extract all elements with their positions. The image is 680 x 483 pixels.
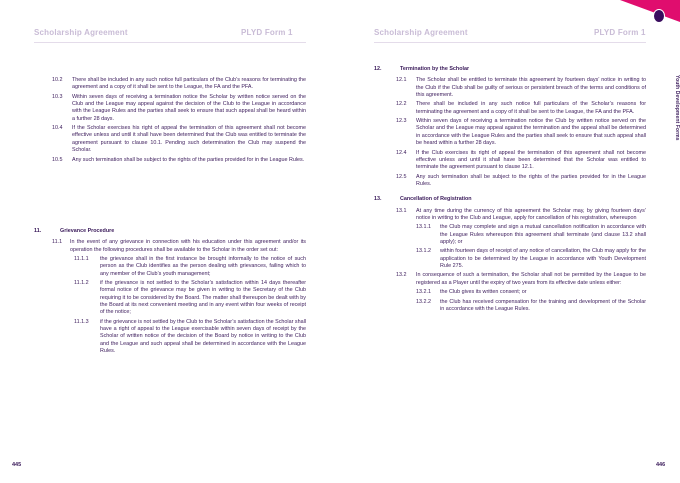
clause-number: 12.5 bbox=[396, 173, 407, 180]
clause-number: 10.5 bbox=[52, 156, 63, 163]
clause-12-4 bbox=[396, 150, 646, 172]
clause-text: Within seven days of receiving a termination notice the Scholar by written notice served on the Club and the League may appeal against the decision of the Club to the League in accordance with the League Rules and the parties shall seek to ensure that such appeal shall be heard within a further 28 days. bbox=[72, 93, 306, 122]
left-header-form: PLYD Form 1 bbox=[241, 28, 293, 37]
clause-number: 12.3 bbox=[396, 118, 407, 125]
left-page-number: 445 bbox=[12, 462, 22, 468]
subclause-text: the Club gives its written consent; or bbox=[440, 289, 527, 296]
clause-11-1-3 bbox=[74, 319, 306, 355]
section-title: Cancellation of Registration bbox=[400, 196, 472, 203]
clause-text: Any such termination shall be subject to the rights of the parties provided for in the League Rules. bbox=[72, 156, 305, 163]
subclause-number: 13.1.2 bbox=[416, 248, 431, 255]
subclause-number: 13.2.2 bbox=[416, 298, 431, 305]
subclause-text: if the grievance is not settled by the Club to the Scholar’s satisfaction the Scholar shall have a right of appeal to the League exercisable within seven days of receipt by the Scholar of written notice of the decision of the Board by notice in writing to the Club and the League and such appeal shall be determined in accordance with the League Rules. bbox=[100, 318, 306, 355]
clause-text: If the Scholar exercises his right of appeal the termination of this agreement shall not become effective unless and until it shall have been determined that the Club was entitled to terminate the agreement pursuant to clause 10.1. Pending such determination the Club may suspend the Scholar. bbox=[72, 125, 306, 154]
subclause-text: the Club may complete and sign a mutual cancellation notification in accordance with the League Rules whereupon this agreement shall terminate (and clause 13.2 shall apply); or bbox=[440, 224, 646, 245]
section-number: 11. bbox=[34, 228, 42, 234]
section-12-heading bbox=[374, 66, 646, 73]
section-11-heading bbox=[34, 228, 306, 235]
left-clauses-10 bbox=[52, 77, 306, 166]
clause-12-3 bbox=[396, 118, 646, 147]
clause-13-1-1 bbox=[416, 224, 646, 246]
clause-11-1-subclauses bbox=[74, 256, 306, 355]
clause-text: Any such termination shall be subject to the rights of the parties provided for in the League Rules. bbox=[416, 173, 646, 187]
clause-number: 10.3 bbox=[52, 93, 63, 100]
clause-number: 10.4 bbox=[52, 125, 63, 132]
clause-10-5 bbox=[52, 157, 306, 164]
clause-13-2-subclauses bbox=[416, 289, 646, 313]
section-13-heading bbox=[374, 196, 646, 203]
clause-number: 13.1 bbox=[396, 207, 407, 214]
clause-11-1-1 bbox=[74, 256, 306, 278]
clause-number: 12.2 bbox=[396, 101, 407, 108]
clause-text: In consequence of such a termination, the Scholar shall not be permitted by the League to be registered as a Player until the expiry of two years from its effective date unless either: bbox=[416, 272, 646, 286]
subclause-number: 13.1.1 bbox=[416, 224, 431, 231]
subclause-number: 11.1.3 bbox=[74, 318, 89, 325]
clause-11-1-2 bbox=[74, 280, 306, 316]
clause-number: 10.2 bbox=[52, 77, 63, 83]
clause-12-1 bbox=[396, 77, 646, 99]
section-title: Grievance Procedure bbox=[60, 228, 115, 234]
clause-10-3 bbox=[52, 94, 306, 123]
subclause-text: if the grievance is not settled to the Scholar’s satisfaction within 14 days thereafter formal notice of the grievance may be given in writing to the Secretary of the Club requiring it to be considered by the Board. The matter shall thereupon be dealt with by the Board at its next convenient meeting and in any event within four weeks of receipt of the notice; bbox=[100, 280, 306, 316]
clause-13-1-2 bbox=[416, 248, 646, 270]
subclause-text: the grievance shall in the first instance be brought informally to the notice of such person as the Club identifies as the person dealing with grievances, failing which to any member of the Club’s youth management; bbox=[100, 256, 306, 277]
subclause-number: 11.1.1 bbox=[74, 256, 89, 263]
clause-number: 13.2 bbox=[396, 272, 407, 279]
clause-text: At any time during the currency of this agreement the Scholar may, by giving fourteen days’ notice in writing to the Club and League, apply for cancellation of his registration, whereupon bbox=[416, 207, 646, 221]
clause-text: There shall be included in any such notice full particulars of the Club’s reasons for terminating the agreement and a copy of it shall be sent to the League, the FA and the PFA. bbox=[72, 77, 306, 91]
right-page bbox=[340, 0, 680, 483]
clause-12-5 bbox=[396, 174, 646, 189]
section-title: Termination by the Scholar bbox=[400, 66, 470, 72]
right-page-number: 446 bbox=[656, 462, 666, 468]
corner-ribbon bbox=[620, 0, 680, 22]
subclause-number: 13.2.1 bbox=[416, 289, 431, 296]
clause-number: 12.4 bbox=[396, 149, 407, 156]
subclause-number: 11.1.2 bbox=[74, 280, 89, 287]
clause-text: In the event of any grievance in connection with his education under this agreement and/or its operation the following procedures shall be available to the Scholar in the order set out: bbox=[70, 239, 306, 253]
section-number: 12. bbox=[374, 66, 382, 72]
clause-10-4 bbox=[52, 125, 306, 154]
clause-13-2-1 bbox=[416, 289, 646, 296]
section-11 bbox=[34, 222, 306, 358]
clause-13-1-subclauses bbox=[416, 224, 646, 270]
clause-13-1 bbox=[396, 208, 646, 223]
clause-text: There shall be included in any such notice full particulars of the Scholar’s reasons for terminating the agreement and a copy of it shall be sent to the League, the FA and the PFA. bbox=[416, 101, 646, 115]
subclause-text: the Club has received compensation for the training and development of the Scholar in accordance with the League Rules. bbox=[440, 298, 646, 312]
left-header-title: Scholarship Agreement bbox=[34, 28, 128, 37]
clause-text: Within seven days of receiving a termination notice the Club by written notice served on the Scholar and the League may appeal against the termination and the appeal shall be determined in accordance with the League Rules and the parties shall seek to ensure that such appeal shall be heard within a further 28 days. bbox=[416, 118, 646, 147]
subclause-text: within fourteen days of receipt of any notice of cancellation, the Club may apply for the application to be determined by the League in accordance with Youth Development Rule 275. bbox=[440, 248, 646, 269]
left-header-divider bbox=[34, 42, 306, 43]
section-12 bbox=[374, 66, 646, 315]
right-header-title: Scholarship Agreement bbox=[374, 28, 468, 37]
clause-number: 11.1 bbox=[52, 239, 63, 246]
clause-number: 12.1 bbox=[396, 77, 407, 84]
right-header-divider bbox=[374, 42, 646, 43]
clause-11-1 bbox=[52, 239, 306, 254]
clause-text: If the Club exercises its right of appeal the termination of this agreement shall not become effective unless and until it shall have been determined that the Scholar was entitled to terminate the agreement pursuant to clause 12.1. bbox=[416, 149, 646, 171]
section-13-clauses bbox=[396, 208, 646, 314]
right-header-form: PLYD Form 1 bbox=[594, 28, 646, 37]
clause-13-2 bbox=[396, 272, 646, 287]
side-tab-label: Youth Development Forms bbox=[674, 75, 680, 141]
clause-13-2-2 bbox=[416, 299, 646, 314]
clause-12-2 bbox=[396, 101, 646, 116]
section-12-clauses bbox=[396, 77, 646, 188]
clause-text: The Scholar shall be entitled to terminate this agreement by fourteen days’ notice in writing to the Club if the Club shall be guilty of serious or persistent breach of the terms and conditions of this agreement. bbox=[416, 77, 646, 98]
premier-league-logo-icon bbox=[653, 9, 665, 23]
section-number: 13. bbox=[374, 196, 382, 203]
clause-10-2 bbox=[52, 77, 306, 92]
